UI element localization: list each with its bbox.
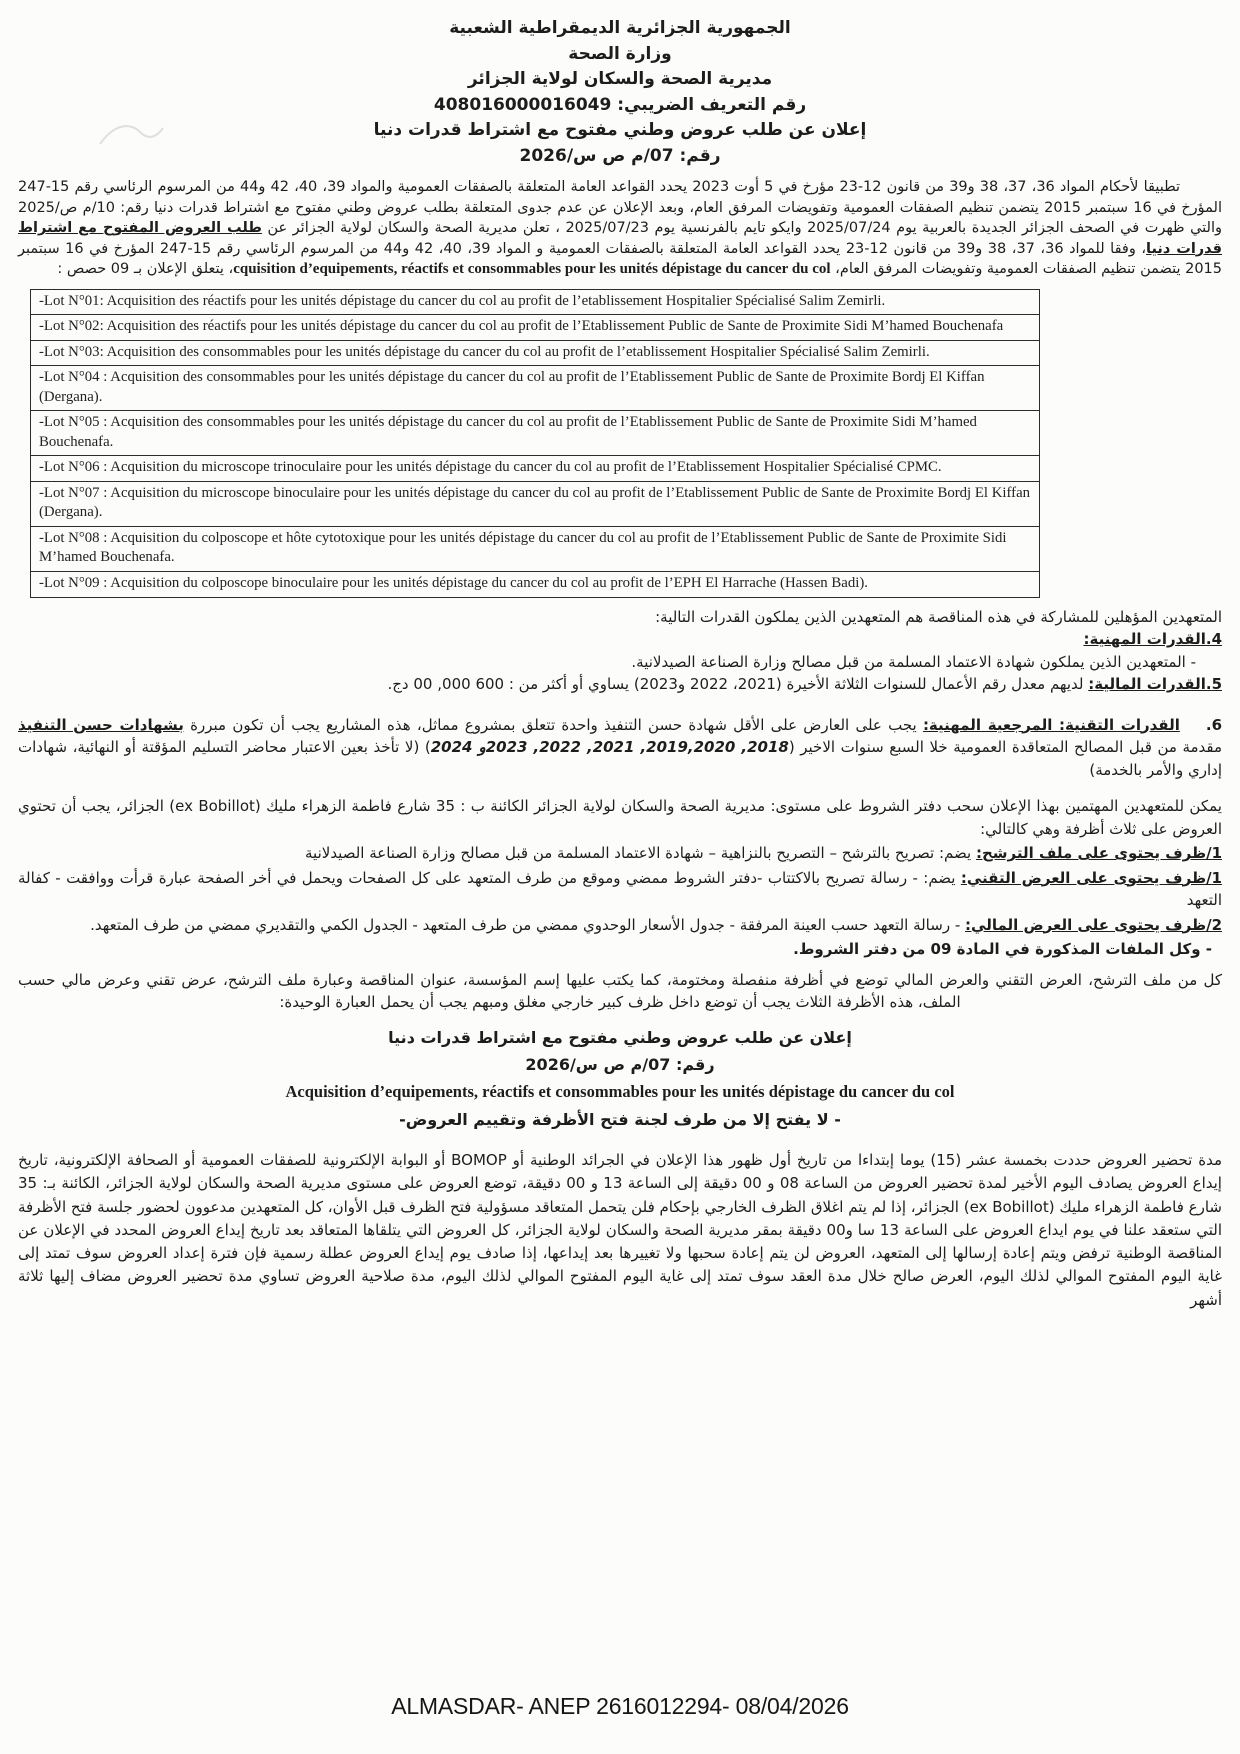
table-row [31,340,1040,366]
technical-text-2: مقدمة من قبل المصالح المتعاقدة العمومية خلا السبع سنوات الاخير ( [788,738,1223,757]
announcement-title: إعلان عن طلب عروض وطني مفتوح مع اشتراط قدرات دنيا [373,120,867,140]
lot-cell: -Lot N°08 : Acquisition du colposcope et hôte cytotoxique pour les unités dépistage du cancer du col au profit de l’Etablissement Public de Sante de Proximite Sidi M’hamed Bouchenafa. [31,526,1040,571]
financial-capacities-line [18,673,1222,696]
envelope-technical-text: يضم: - رسالة تصريح بالاكتتاب -دفتر الشروط ممضي وموقع من طرف المتعهد على كل الصفحات ويحمل في أخر الصفحة عبارة قرأت ووافقت - كفالة التعهد [18,868,1222,910]
center-reference-number: رقم: 07/م ص س/2026 [525,1054,715,1074]
scan-artifact [96,118,166,152]
envelope-technical-title: 1/ظرف يحتوى على العرض التقني: [960,868,1222,887]
table-row [31,315,1040,341]
professional-capacities-title: 4.القدرات المهنية: [1083,630,1222,649]
tax-id-line: رقم التعريف الضريبي: 408016000016049 [433,94,807,115]
deadline-paragraph: مدة تحضير العروض حددت بخمسة عشر (15) يوما إبتداءا من تاريخ أول ظهور هذا الإعلان في الجرائد الوطنية أو BOMOP أو البوابة الإلكترونية للصفقات العمومية أو الصحافة الإلكترونية، تاريخ إيداع العروض يصادف اليوم الأخير لمدة تحضير العروض من الساعة 08 و 00 دقيقة إلى الساعة 13 و 00 دقيقة، توضع العروض على مستوى مديرية الصحة والسكان لولاية الجزائر، الكائنة بـ: 35 شارع فاطمة الزهراء مليك (ex Bobillot) الجزائر، إذا لم يتم اغلاق الظرف الخارجي بإحكام فلن يتحمل المتعاقد مسؤولية فتح الظرف قبل الأوان، كل المتعهدين مدعوون لحضور جلسة فتح الأظرفة التي ستعقد علنا في يوم ايداع العروض على الساعة 13 سا و00 دقيقة بمقر مديرية الصحة والسكان لولاية الجزائر، كل العروض التي يتلقاها المتعاقد بعد تاريخ إيداع العروض المحدد في الإعلان عن المناقصة الوطنية ترفض ويتم إعادة إرسالها إلى المتعهد، العروض لن يتم إعادة سحبها ولا تغييرها بعد إيداعها، إذا صادف يوم إيداع العروض عطلة رسمية فإن فترة إعداد العروض سوف تمتد إلى غاية اليوم المفتوح الموالي لذلك اليوم، العرض صالح خلال مدة العقد سوف تمتد إلى غاية اليوم المفتوح الموالي لذلك اليوم، مدة صلاحية العروض تساوي مدة تحضير العروض مضاف إليها ثلاثة أشهر [18,1151,1223,1309]
technical-years: 2018, 2019,2020, 2021, 2022, 2023و 2024 [430,738,789,757]
lot-cell: -Lot N°05 : Acquisition des consommables pour les unités dépistage du cancer du col au profit de l’Etablissement Public de Sante de Proximite Sidi M’hamed Bouchenafa. [31,411,1040,456]
envelope-technical [18,867,1222,912]
technical-capacities-paragraph [18,714,1222,782]
sealing-paragraph: كل من ملف الترشح، العرض التقني والعرض المالي توضع في أظرفة منفصلة ومختومة، كما يكتب عليها إسم المؤسسة، عنوان المناقصة وعبارة ملف الترشح، عرض تقني وعرض مالي حسب الملف، هذه الأظرفة الثلاث يجب أن توضع داخل ظرف كبير خارجي مغلق ومبهم يجب أن يحمل العبارة الوحيدة: [18,970,1222,1012]
lot-cell: -Lot N°04 : Acquisition des consommables pour les unités dépistage du cancer du col au profit de l’Etablissement Public de Sante de Proximite Bordj El Kiffan (Dergana). [31,366,1040,411]
table-row [31,366,1040,411]
table-row [31,481,1040,526]
lot-cell: -Lot N°01: Acquisition des réactifs pour les unités dépistage du cancer du col au profit de l’etablissement Hospitalier Spécialisé Salim Zemirli. [31,289,1040,315]
technical-section-number: 6. [1205,715,1222,734]
footer-publication-line: ALMASDAR- ANEP 2616012294- 08/04/2026 [391,1693,849,1719]
intro-text-2: ، وفقا للمواد 36، 37، 38 و39 من قانون 12-23 يحدد القواعد العامة المتعلقة بالصفقات العمومية و المواد 39، 40، 42 و44 من المرسوم الرئاسي رقم 15-247 المؤرخ في 16 سبتمبر 2015 يتضمن تنظيم الصفقات العمومية وتفويضات المرفق العام، [18,240,1222,278]
technical-text-1: يجب على العارض على الأقل شهادة حسن التنفيذ واحدة تتعلق بمشروع مماثل، هذه المشاريع يجب أن تكون مبررة [183,715,923,734]
technical-highlight: بشهادات حسن التنفيذ [18,715,184,734]
intro-highlight: طلب العروض المفتوح مع اشتراط قدرات دنيا [18,220,1223,257]
envelope-candidature [18,842,1222,865]
financial-capacities-title: 5.القدرات المالية: [1088,675,1222,694]
intro-paragraph [18,177,1222,281]
envelope-candidature-text: يضم: تصريح بالترشح – التصريح بالنزاهية – شهادة الاعتماد المسلمة من قبل مصالح وزارة الصناعة الصيدلانية [305,844,976,863]
center-open-note: - لا يفتح إلا من طرف لجنة فتح الأظرفة وتقييم العروض- [399,1109,841,1129]
intro-text-3: ، يتعلق الإعلان بـ 09 حصص : [57,261,234,278]
lot-cell: -Lot N°02: Acquisition des réactifs pour les unités dépistage du cancer du col au profit de l’Etablissement Public de Sante de Proximite Sidi M’hamed Bouchenafa [31,315,1040,341]
intro-french-object: cquisition d’equipements, réactifs et consommables pour les unités dépistage du cancer du col [233,261,831,278]
qualifications-intro: المتعهدين المؤهلين للمشاركة في هذه المناقصة هم المتعهدين الذين يملكون القدرات التالية: [655,607,1222,626]
center-announcement-title: إعلان عن طلب عروض وطني مفتوح مع اشتراط قدرات دنيا [388,1027,852,1047]
center-announcement-block [18,1024,1222,1134]
center-french-title: Acquisition d’equipements, réactifs et consommables pour les unités dépistage du cancer du col [285,1081,955,1101]
table-row [31,526,1040,571]
lots-table [30,289,1040,598]
intro-text-1: تطبيقا لأحكام المواد 36، 37، 38 و39 من قانون 12-23 مؤرخ في 5 أوت 2023 يحدد القواعد العامة المتعلقة بالصفقات العمومية والمواد 39، 40، 42 و44 من المرسوم الرئاسي رقم 15-247 المؤرخ في 16 سبتمبر 2015 يتضمن تنظيم الصفقات العمومية وتفويضات المرفق العام، وبعد الإعلان عن عدم جدوى المتعلقة بطلب عروض وطني مفتوح مع اشتراط قدرات دنيا رقم: 10/م ص/2025 والتي ظهرت في الصحف الجزائر الجديدة بالعربية يوم 2025/07/24 وايكو تايم بالفرنسية يوم 2025/07/23 ، تعلن مديرية الصحة والسكان لولاية الجزائر عن [18,179,1223,237]
files-note: - وكل الملفات المذكورة في المادة 09 من دفتر الشروط. [793,940,1212,959]
professional-capacities-heading [18,628,1222,651]
document-header [18,16,1222,169]
lot-cell: -Lot N°09 : Acquisition du colposcope binoculaire pour les unités dépistage du cancer du col au profit de l’EPH El Harrache (Hassen Badi). [31,571,1040,597]
table-row [31,456,1040,482]
envelope-financial-text: - رسالة التعهد حسب العينة المرفقة - جدول الأسعار الوحدوي ممضي من طرف المتعهد - الجدول الكمي والتقديري ممضي من طرف المتعهد. [90,915,966,934]
table-row [31,411,1040,456]
financial-capacities-text: لديهم معدل رقم الأعمال للسنوات الثلاثة الأخيرة (2021، 2022 و2023) يساوي أو أكثر من : 600 000, 00 دج. [387,675,1089,694]
envelope-financial-title: 2/ظرف يحتوى على العرض المالي: [965,915,1222,934]
directorate-title: مديرية الصحة والسكان لولاية الجزائر [467,69,773,89]
lot-cell: -Lot N°03: Acquisition des consommables pour les unités dépistage du cancer du col au profit de l’etablissement Hospitalier Spécialisé Salim Zemirli. [31,340,1040,366]
reference-number: رقم: 07/م ص س/2026 [519,145,721,166]
envelope-candidature-title: 1/ظرف يحتوى على ملف الترشح: [975,844,1222,863]
withdrawal-paragraph: يمكن للمتعهدين المهتمين بهذا الإعلان سحب دفتر الشروط على مستوى: مديرية الصحة والسكان لولاية الجزائر الكائنة ب : 35 شارع فاطمة الزهراء مليك (ex Bobillot) الجزائر، يجب أن تحتوي العروض على ثلاث أظرفة وهي كالتالي: [18,797,1222,838]
republic-title: الجمهورية الجزائرية الديمقراطية الشعبية [449,18,791,38]
lot-cell: -Lot N°06 : Acquisition du microscope trinoculaire pour les unités dépistage du cancer du col au profit de l’Etablissement Hospitalier Spécialisé CPMC. [31,456,1040,482]
technical-text-3: ) (لا تأخذ بعين الاعتبار محاضر التسليم المؤقتة أو النهائية، شهادات إداري والأمر بالخدمة) [18,738,1222,779]
table-row [31,571,1040,597]
lot-cell: -Lot N°07 : Acquisition du microscope binoculaire pour les unités dépistage du cancer du col au profit de l’Etablissement Public de Sante de Proximite Bordj El Kiffan (Dergana). [31,481,1040,526]
table-row [31,289,1040,315]
ministry-title: وزارة الصحة [568,43,672,64]
professional-capacities-item: - المتعهدين الذين يملكون شهادة الاعتماد المسلمة من قبل مصالح وزارة الصناعة الصيدلانية. [631,652,1196,671]
technical-capacities-title: القدرات التقنية: المرجعية المهنية: [922,715,1180,734]
envelope-financial [18,914,1222,937]
